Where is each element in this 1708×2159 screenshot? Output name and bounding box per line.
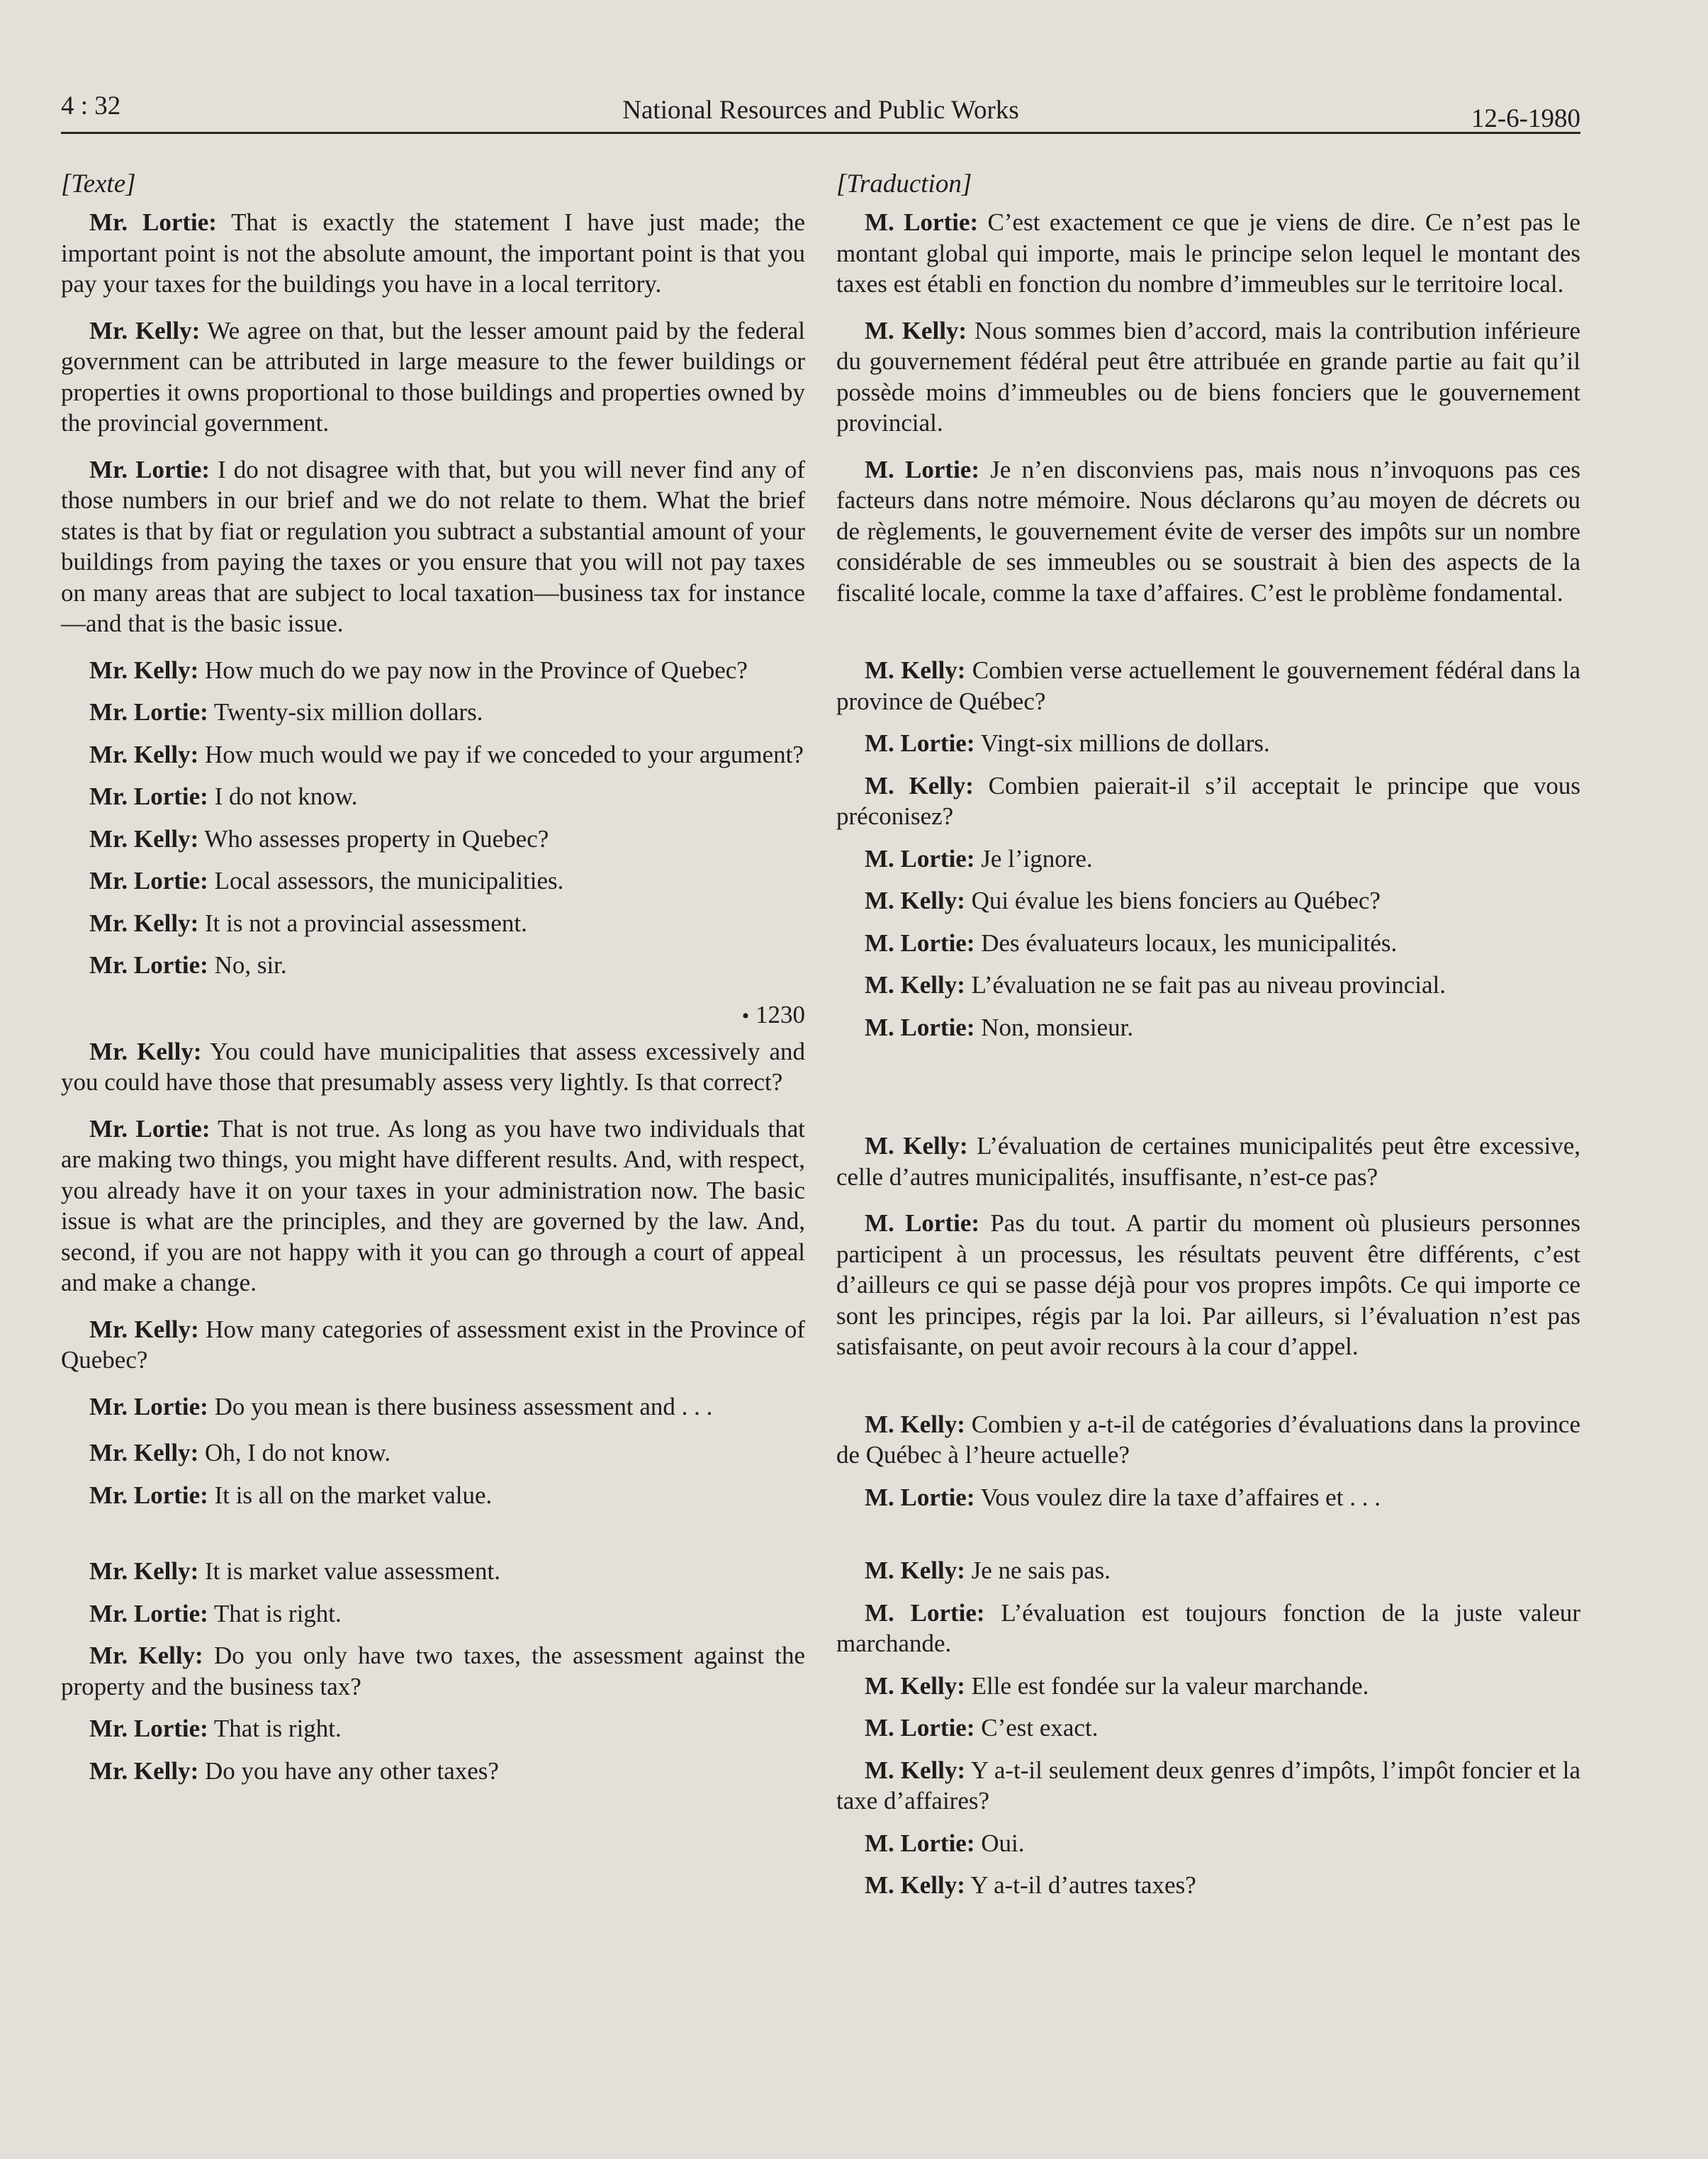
speaker: M. Lortie: bbox=[865, 929, 975, 957]
paragraph bbox=[836, 1482, 1580, 1513]
speaker: Mr. Kelly: bbox=[89, 656, 199, 684]
speech: Oh, I do not know. bbox=[198, 1439, 391, 1467]
speech: Elle est fondée sur la valeur marchande. bbox=[965, 1671, 1369, 1700]
speaker: M. Kelly: bbox=[865, 971, 965, 999]
paragraph bbox=[836, 770, 1580, 832]
paragraph bbox=[836, 1131, 1580, 1192]
paragraph bbox=[61, 739, 805, 770]
paragraph bbox=[836, 315, 1580, 439]
paragraph bbox=[61, 1036, 805, 1098]
speech: Twenty-six million dollars. bbox=[208, 698, 483, 726]
paragraph bbox=[836, 1671, 1580, 1702]
paragraph bbox=[836, 1870, 1580, 1901]
speaker: M. Lortie: bbox=[865, 1013, 975, 1041]
page-header bbox=[61, 88, 1580, 134]
speaker: Mr. Lortie: bbox=[89, 783, 208, 810]
speaker: Mr. Kelly: bbox=[89, 1756, 199, 1785]
speech: Nous sommes bien d’accord, mais la contribution inférieure du gouvernement fédéral peut être attribuée en grande partie au fait qu’il possède moins d’immeubles ou de biens fonciers que le gouvernement provincial. bbox=[836, 316, 1580, 437]
paragraph bbox=[836, 1555, 1580, 1586]
speech: C’est exactement ce que je viens de dire. Ce n’est pas le montant global qui importe, mais le principe selon lequel le montant des taxes est établi en fonction du nombre d’immeubles sur le territoire local. bbox=[836, 208, 1580, 298]
paragraph bbox=[836, 1409, 1580, 1471]
speech: It is market value assessment. bbox=[198, 1557, 500, 1585]
speaker: M. Kelly: bbox=[865, 1557, 965, 1584]
speaker: Mr. Lortie: bbox=[89, 1481, 208, 1509]
paragraph bbox=[61, 1640, 805, 1702]
speech: That is right. bbox=[208, 1715, 342, 1742]
paragraph bbox=[836, 1755, 1580, 1817]
speech: I do not disagree with that, but you will never find any of those numbers in our brief and we do not relate to them. What the brief states is that by fiat or regulation you subtract a substantial amount of your buildings from paying the taxes or you ensure that you will not pay taxes on many areas that are subject to local taxation—business tax for instance—and that is the basic issue. bbox=[61, 455, 805, 637]
paragraph bbox=[61, 824, 805, 855]
time-marker-value: 1230 bbox=[755, 1000, 805, 1028]
speech: It is not a provincial assessment. bbox=[198, 909, 527, 937]
speaker: M. Kelly: bbox=[865, 1671, 965, 1700]
speaker: Mr. Lortie: bbox=[89, 867, 208, 895]
paragraph bbox=[61, 1437, 805, 1469]
speech: Do you only have two taxes, the assessment against the property and the business tax? bbox=[61, 1642, 806, 1700]
speech: Je l’ignore. bbox=[974, 844, 1093, 873]
speaker: Mr. Kelly: bbox=[89, 824, 199, 853]
speech: That is right. bbox=[208, 1599, 342, 1627]
section-label-texte: [Texte] bbox=[61, 169, 136, 198]
french-column bbox=[836, 169, 1580, 1901]
speaker: M. Lortie: bbox=[865, 1714, 975, 1742]
speech: Combien y a-t-il de catégories d’évaluations dans la province de Québec à l’heure actuelle? bbox=[836, 1410, 1580, 1469]
paragraph bbox=[61, 781, 805, 812]
paragraph bbox=[836, 655, 1580, 717]
speech: L’évaluation de certaines municipalités peut être excessive, celle d’autres municipalités, insuffisante, n’est-ce pas? bbox=[836, 1132, 1580, 1191]
speaker: Mr. Kelly: bbox=[89, 1037, 202, 1065]
speech: Pas du tout. A partir du moment où plusieurs personnes participent à un processus, les résultats peuvent être différents, c’est d’ailleurs ce qui se passe déjà pour vos propres impôts. Ce qui importe ce sont les principes, régis par la loi. Par ailleurs, si l’évaluation n’est pas satisfaisante, on peut avoir recours à la cour d’appel. bbox=[836, 1209, 1581, 1360]
speaker: M. Kelly: bbox=[865, 1756, 966, 1784]
speech: Je ne sais pas. bbox=[965, 1557, 1111, 1584]
paragraph bbox=[61, 315, 805, 439]
bullet-icon: • bbox=[741, 1004, 750, 1028]
speaker: M. Lortie: bbox=[865, 844, 975, 873]
paragraph bbox=[61, 950, 805, 981]
speech: Vingt-six millions de dollars. bbox=[974, 729, 1270, 757]
paragraph bbox=[836, 454, 1580, 609]
speaker: M. Kelly: bbox=[865, 1871, 965, 1899]
speaker: Mr. Kelly: bbox=[89, 1315, 199, 1343]
speech: C’est exact. bbox=[974, 1714, 1099, 1742]
speech: Who assesses property in Quebec? bbox=[198, 824, 549, 853]
speaker: Mr. Kelly: bbox=[89, 740, 199, 768]
speaker: Mr. Lortie: bbox=[89, 455, 210, 483]
paragraph bbox=[61, 697, 805, 728]
section-label-traduction: [Traduction] bbox=[836, 169, 972, 198]
paragraph bbox=[836, 1598, 1580, 1659]
speech: I do not know. bbox=[208, 783, 358, 810]
paragraph bbox=[836, 1012, 1580, 1043]
paragraph bbox=[61, 1756, 805, 1787]
page-number: 4 : 32 bbox=[61, 91, 121, 120]
paragraph bbox=[61, 1314, 805, 1376]
speech: Do you mean is there business assessment and . . . bbox=[208, 1392, 713, 1420]
paragraph bbox=[61, 1556, 805, 1587]
paragraph bbox=[61, 207, 805, 300]
paragraph bbox=[836, 1828, 1580, 1859]
speaker: Mr. Lortie: bbox=[89, 1392, 208, 1420]
speech: Do you have any other taxes? bbox=[198, 1756, 499, 1785]
speech: Non, monsieur. bbox=[974, 1013, 1134, 1041]
speaker: M. Lortie: bbox=[865, 1829, 975, 1857]
speaker: Mr. Lortie: bbox=[89, 951, 208, 979]
speech: How much would we pay if we conceded to your argument? bbox=[198, 740, 804, 768]
speech: No, sir. bbox=[208, 951, 287, 979]
speaker: M. Kelly: bbox=[865, 1132, 968, 1160]
speech: How many categories of assessment exist in the Province of Quebec? bbox=[61, 1315, 805, 1374]
speech: Je n’en disconviens pas, mais nous n’invoquons pas ces facteurs dans notre mémoire. Nous déclarons qu’au moyen de décrets ou de règlements, le gouvernement évite de verser des impôts sur un nombre considérable de ses immeubles ou se soustrait à bien des aspects de la fiscalité locale, comme la taxe d’affaires. C’est le problème fondamental. bbox=[836, 455, 1580, 607]
speaker: Mr. Lortie: bbox=[89, 1715, 208, 1742]
speech: Vous voulez dire la taxe d’affaires et . . . bbox=[974, 1483, 1381, 1511]
speaker: Mr. Lortie: bbox=[89, 208, 217, 236]
speech: Local assessors, the municipalities. bbox=[208, 867, 564, 895]
paragraph bbox=[61, 454, 805, 639]
paragraph bbox=[61, 1713, 805, 1744]
speaker: M. Lortie: bbox=[865, 455, 980, 483]
speech: That is not true. As long as you have two individuals that are making two things, you might have different results. And, with respect, you already have it on your taxes in your administration now. The basic issue is what are the principles, and they are governed by the law. And, second, if you are not happy with it you can go through a court of appeal and make a change. bbox=[61, 1114, 805, 1296]
paragraph bbox=[836, 885, 1580, 916]
speech: It is all on the market value. bbox=[208, 1481, 493, 1509]
paragraph bbox=[61, 908, 805, 939]
speech: That is exactly the statement I have just made; the important point is not the absolute amount, the important point is that you pay your taxes for the buildings you have in a local territory. bbox=[61, 208, 805, 298]
speaker: Mr. Kelly: bbox=[89, 1557, 199, 1585]
speech: How much do we pay now in the Province of Quebec? bbox=[198, 656, 748, 684]
speaker: M. Kelly: bbox=[865, 887, 965, 914]
paragraph bbox=[61, 655, 805, 686]
speaker: M. Lortie: bbox=[865, 729, 975, 757]
speech: L’évaluation ne se fait pas au niveau provincial. bbox=[965, 971, 1446, 999]
english-column bbox=[61, 169, 805, 1786]
speaker: Mr. Kelly: bbox=[89, 316, 201, 344]
speaker: Mr. Lortie: bbox=[89, 698, 208, 726]
speaker: M. Kelly: bbox=[865, 656, 966, 684]
speech: You could have municipalities that assess excessively and you could have those that presumably assess very lightly. Is that correct? bbox=[61, 1037, 806, 1096]
speaker: Mr. Lortie: bbox=[89, 1599, 208, 1627]
speaker: M. Kelly: bbox=[865, 316, 967, 344]
speaker: Mr. Kelly: bbox=[89, 1439, 199, 1467]
paragraph bbox=[836, 970, 1580, 1001]
speaker: M. Lortie: bbox=[865, 1598, 985, 1627]
speech: Oui. bbox=[974, 1829, 1025, 1857]
paragraph bbox=[836, 1208, 1580, 1362]
paragraph bbox=[836, 843, 1580, 875]
speaker: M. Kelly: bbox=[865, 1410, 965, 1438]
speech: L’évaluation est toujours fonction de la juste valeur marchande. bbox=[836, 1598, 1580, 1657]
running-title: National Resources and Public Works bbox=[622, 96, 1019, 125]
speaker: Mr. Kelly: bbox=[89, 909, 199, 937]
paragraph bbox=[836, 928, 1580, 959]
speech: Y a-t-il d’autres taxes? bbox=[965, 1871, 1196, 1899]
speaker: M. Lortie: bbox=[865, 1483, 975, 1511]
paragraph bbox=[61, 865, 805, 897]
speech: Qui évalue les biens fonciers au Québec? bbox=[965, 887, 1381, 914]
paragraph bbox=[61, 1480, 805, 1511]
header-date: 12-6-1980 bbox=[1471, 104, 1580, 133]
speaker: M. Lortie: bbox=[865, 1209, 980, 1237]
speech: Combien verse actuellement le gouvernement fédéral dans la province de Québec? bbox=[836, 656, 1580, 715]
paragraph bbox=[836, 207, 1580, 300]
speech: Des évaluateurs locaux, les municipalités. bbox=[974, 929, 1398, 957]
speech: Y a-t-il seulement deux genres d’impôts, l’impôt foncier et la taxe d’affaires? bbox=[836, 1756, 1580, 1815]
speaker: M. Lortie: bbox=[865, 208, 979, 236]
time-marker bbox=[61, 999, 805, 1032]
paragraph bbox=[61, 1598, 805, 1630]
paragraph bbox=[836, 1712, 1580, 1744]
speaker: Mr. Lortie: bbox=[89, 1114, 210, 1143]
paragraph bbox=[61, 1114, 805, 1299]
paragraph bbox=[61, 1391, 805, 1423]
speech: Combien paierait-il s’il acceptait le principe que vous préconisez? bbox=[836, 771, 1580, 830]
paragraph bbox=[836, 728, 1580, 759]
speech: We agree on that, but the lesser amount paid by the federal government can be attributed in large measure to the fewer buildings or properties it owns proportional to those buildings and properties owned by the provincial government. bbox=[61, 316, 805, 437]
speaker: Mr. Kelly: bbox=[89, 1642, 203, 1669]
speaker: M. Kelly: bbox=[865, 771, 974, 800]
